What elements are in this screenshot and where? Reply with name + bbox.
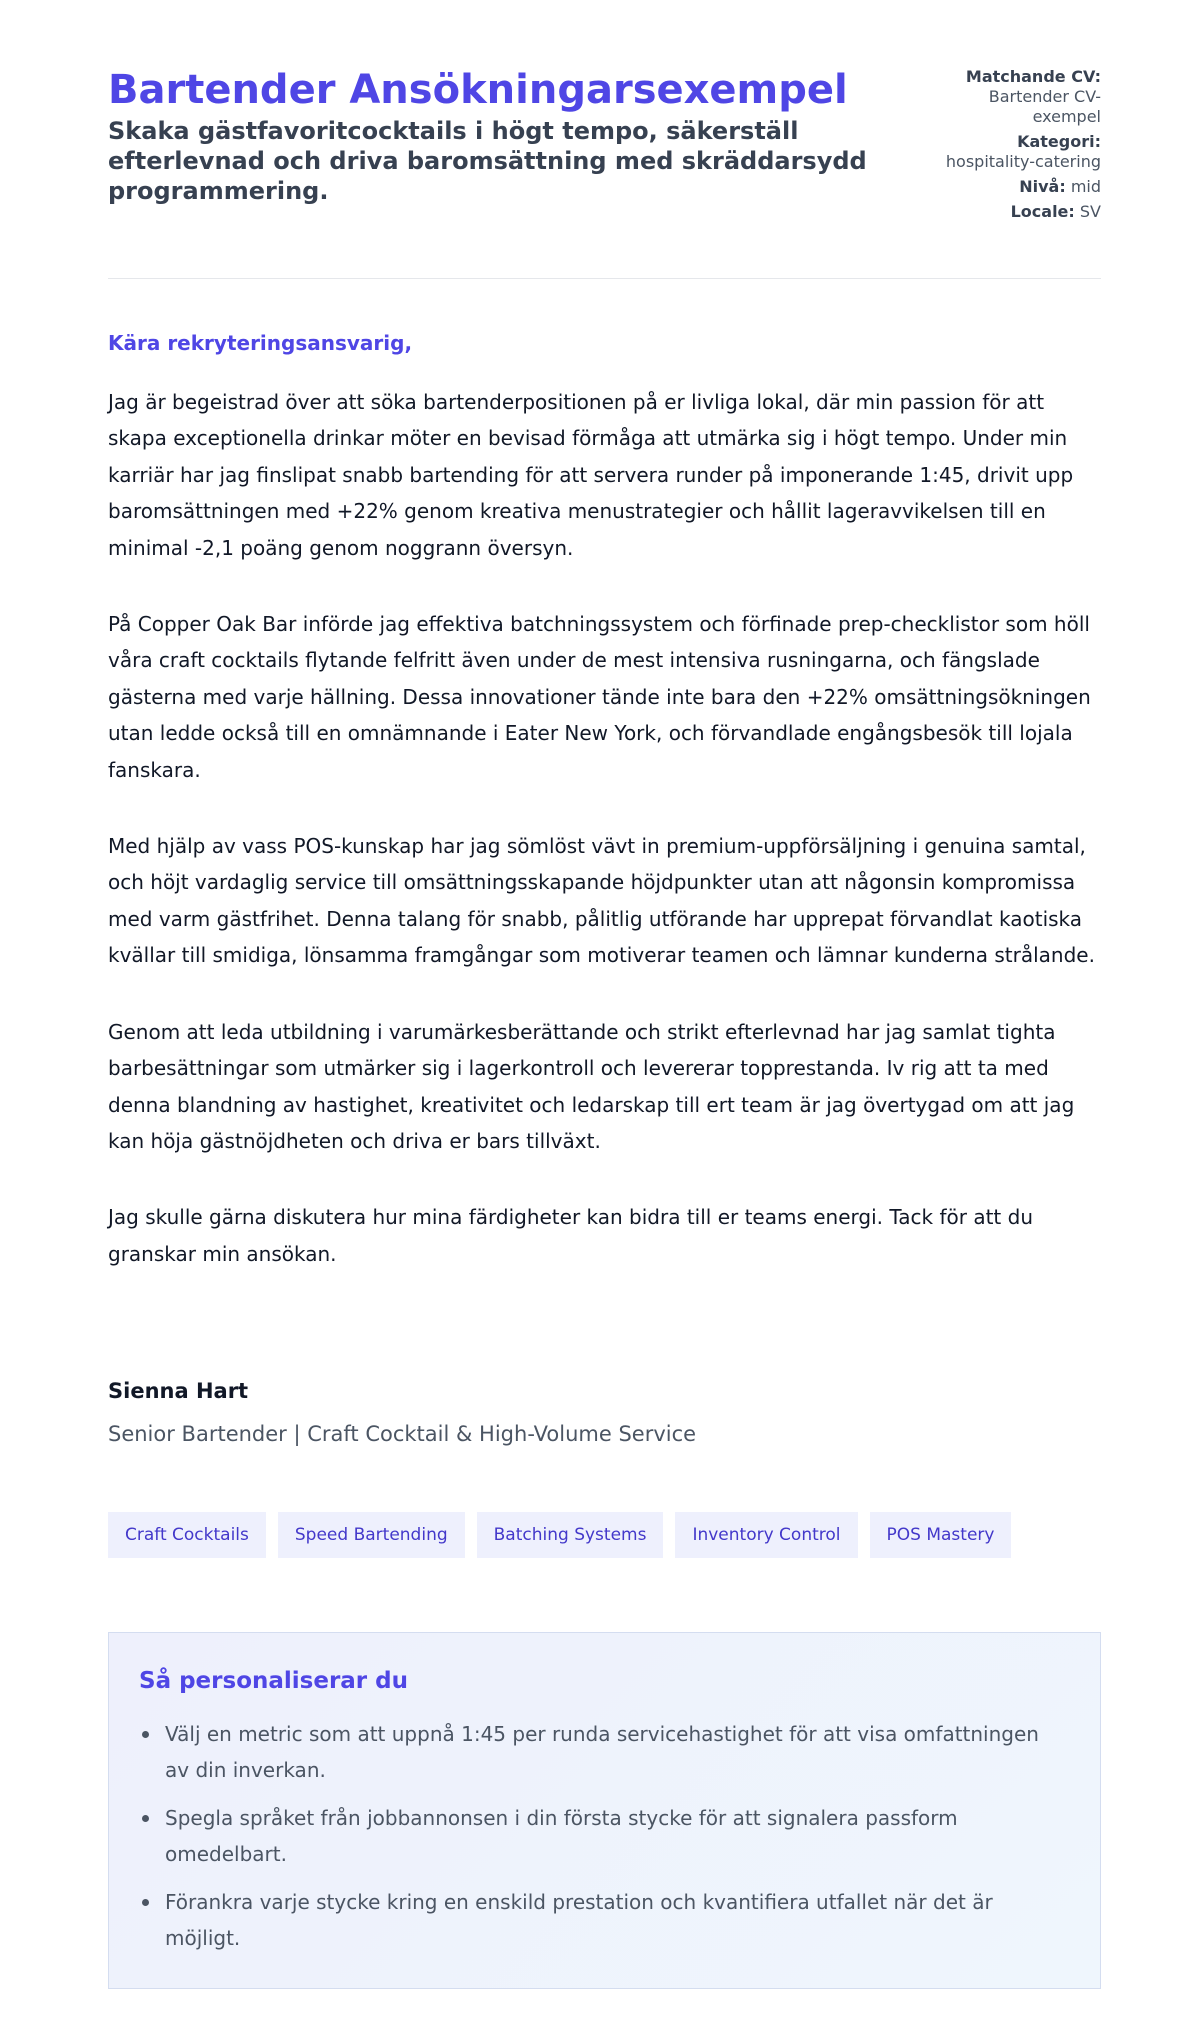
tips-list-item: Spegla språket från jobbannonsen i din första stycke för att signalera passform omedelbart. bbox=[139, 1800, 1059, 1873]
meta-category bbox=[941, 132, 1101, 172]
page-subtitle: Skaka gästfavoritcocktails i högt tempo, säkerställ efterlevnad och driva baromsättning med skräddarsydd programmering. bbox=[108, 117, 867, 205]
meta-level bbox=[941, 177, 1101, 197]
skill-tag: Batching Systems bbox=[477, 1512, 664, 1558]
meta-label: Kategori: bbox=[1017, 132, 1101, 151]
cover-letter-page bbox=[108, 64, 1101, 1951]
page-title: Bartender Ansökningarsexempel bbox=[108, 67, 848, 113]
personalization-tips-box bbox=[108, 1632, 1101, 1989]
skill-tag: POS Mastery bbox=[870, 1512, 1012, 1558]
meta-panel bbox=[941, 67, 1101, 227]
letter-paragraph: På Copper Oak Bar införde jag effektiva batchningssystem och förfinade prep-checklistor som höll våra craft cocktails flytande felfritt även under de mest intensiva rusningarna, och fängslade gästerna med varje hällning. Dessa innovationer tände inte bara den +22% omsättningsökningen utan ledde också till en omnämnande i Eater New York, och förvandlade engångsbesök till lojala fanskara. bbox=[108, 612, 1091, 782]
page-header bbox=[108, 64, 1101, 279]
tips-list-item: Välj en metric som att uppnå 1:45 per runda servicehastighet för att visa omfattningen av din inverkan. bbox=[139, 1716, 1059, 1789]
letter-paragraph: Jag skulle gärna diskutera hur mina färdigheter kan bidra till er teams energi. Tack för att du granskar min ansökan. bbox=[108, 1205, 1033, 1266]
skill-tag: Speed Bartending bbox=[278, 1512, 465, 1558]
skill-tags bbox=[108, 1512, 1011, 1558]
meta-locale bbox=[941, 202, 1101, 222]
letter-body bbox=[108, 384, 1101, 1312]
tips-title: Så personaliserar du bbox=[139, 1668, 408, 1694]
meta-value: SV bbox=[1079, 202, 1101, 221]
tips-list bbox=[139, 1716, 1059, 1967]
skill-tag: Inventory Control bbox=[675, 1512, 857, 1558]
meta-label: Nivå: bbox=[1019, 177, 1066, 196]
meta-value: mid bbox=[1070, 177, 1101, 196]
meta-value: hospitality-catering bbox=[945, 152, 1101, 171]
meta-matching-cv bbox=[941, 67, 1101, 127]
letter-greeting: Kära rekryteringsansvarig, bbox=[108, 331, 413, 355]
signature-name: Sienna Hart bbox=[108, 1379, 249, 1403]
tips-list-item: Förankra varje stycke kring en enskild prestation och kvantifiera utfallet när det är möjligt. bbox=[139, 1884, 1059, 1957]
signature-role: Senior Bartender | Craft Cocktail & High-Volume Service bbox=[108, 1422, 697, 1446]
meta-label: Locale: bbox=[1010, 202, 1075, 221]
meta-value: Bartender CV-exempel bbox=[988, 87, 1101, 126]
letter-paragraph: Med hjälp av vass POS-kunskap har jag sömlöst vävt in premium-uppförsäljning i genuina samtal, och höjt vardaglig service till omsättningsskapande höjdpunkter utan att någonsin kompromissa med varm gästfrihet. Denna talang för snabb, pålitlig utförande har upprepat förvandlat kaotiska kvällar till smidiga, lönsamma framgångar som motiverar teamen och lämnar kunderna strålande. bbox=[108, 834, 1095, 968]
meta-label: Matchande CV: bbox=[965, 67, 1101, 86]
letter-paragraph: Jag är begeistrad över att söka bartenderpositionen på er livliga lokal, där min passion för att skapa exceptionella drinkar möter en bevisad förmåga att utmärka sig i högt tempo. Under min karriär har jag finslipat snabb bartending för att servera runder på imponerande 1:45, drivit upp baromsättningen med +22% genom kreativa menustrategier och hållit lageravvikelsen till en minimal -2,1 poäng genom noggrann översyn. bbox=[108, 390, 1074, 560]
skill-tag: Craft Cocktails bbox=[108, 1512, 266, 1558]
letter-paragraph: Genom att leda utbildning i varumärkesberättande och strikt efterlevnad har jag samlat tighta barbesättningar som utmärker sig i lagerkontroll och levererar topprestanda. Iv rig att ta med denna blandning av hastighet, kreativitet och ledarskap till ert team är jag övertygad om att jag kan höja gästnöjdheten och driva er bars tillväxt. bbox=[108, 1019, 1075, 1153]
